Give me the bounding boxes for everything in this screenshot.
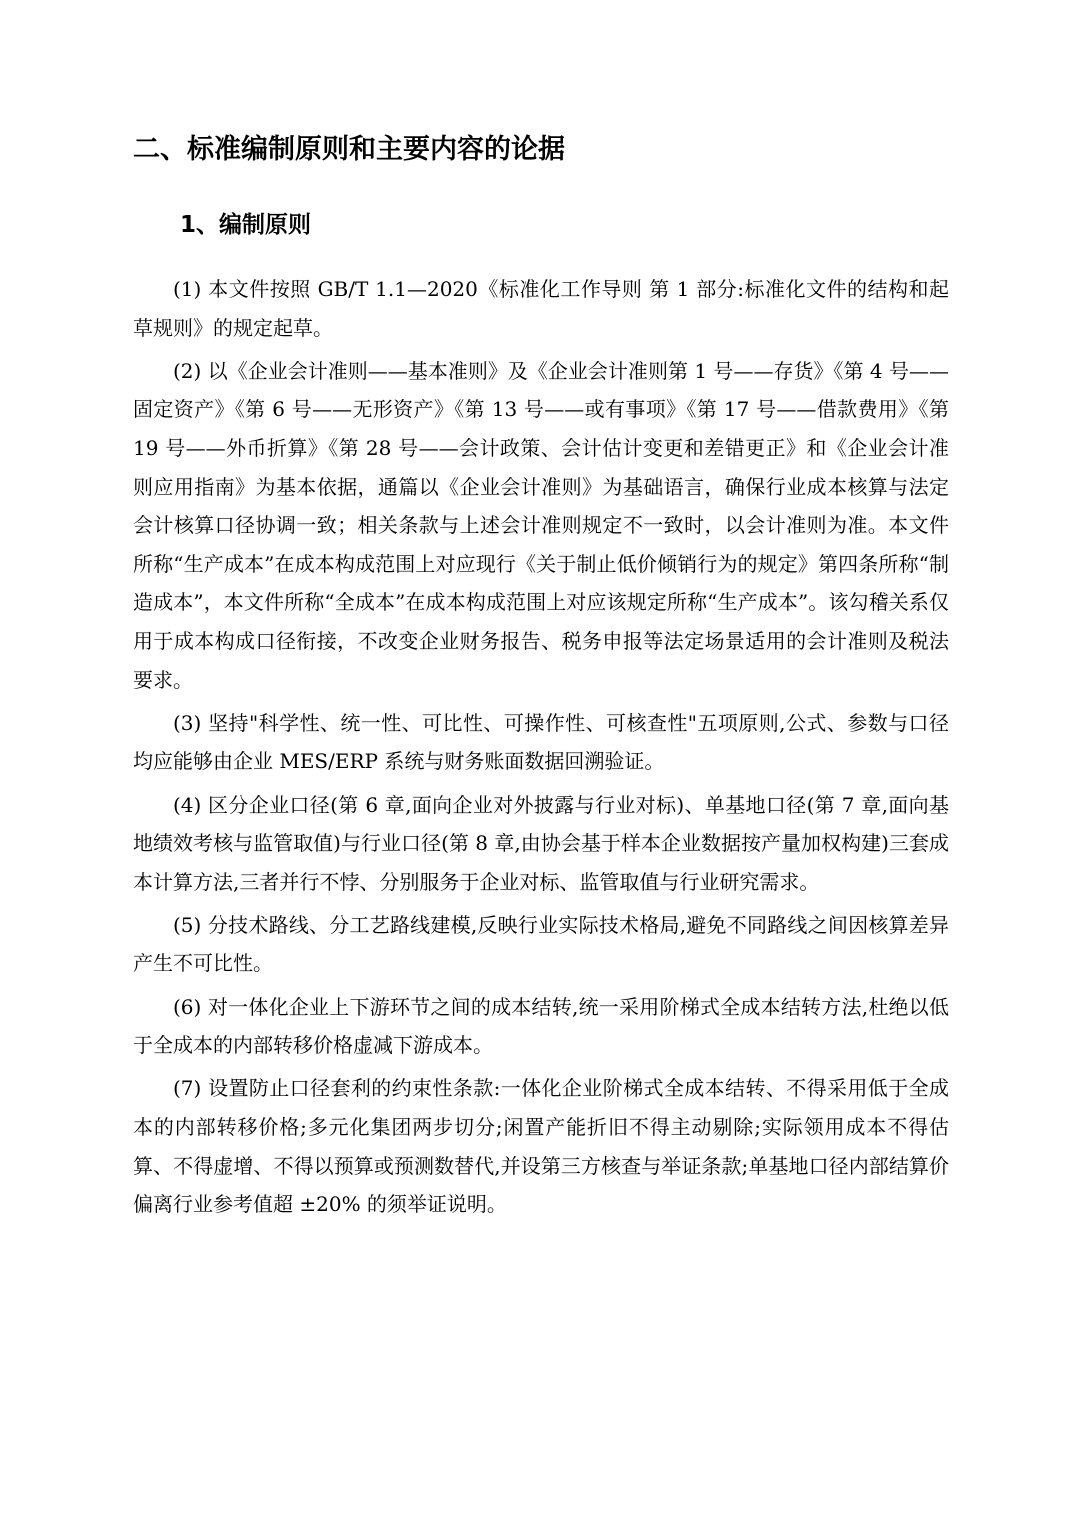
clause-5: (5) 分技术路线、分工艺路线建模,反映行业实际技术格局,避免不同路线之间因核算差异产生不可比性。 [133, 912, 949, 976]
clause-2: (2) 以《企业会计准则——基本准则》及《企业会计准则第 1 号——存货》《第 4 号——固定资产》《第 6 号——无形资产》《第 13 号——或有事项》《第 17 号——借款费用》《第 19 号——外币折算》《第 28 号——会计政策、会计估计变更和差错更正》和《企业会计准则应用指南》为基本依据，通篇以《企业会计准则》为基础语言，确保行业成本核算与法定会计核算口径协调一致；相关条款与上述会计准则规定不一致时，以会计准则为准。本文件所称“生产成本”在成本构成范围上对应现行《关于制止低价倾销行为的规定》第四条所称“制造成本”，本文件所称“全成本”在成本构成范围上对应该规定所称“生产成本”。该勾稽关系仅用于成本构成口径衔接，不改变企业财务报告、税务申报等法定场景适用的会计准则及税法要求。 [133, 358, 949, 692]
clause-3: (3) 坚持"科学性、统一性、可比性、可操作性、可核查性"五项原则,公式、参数与口径均应能够由企业 MES/ERP 系统与财务账面数据回溯验证。 [133, 710, 949, 774]
clause-6: (6) 对一体化企业上下游环节之间的成本结转,统一采用阶梯式全成本结转方法,杜绝以低于全成本的内部转移价格虚减下游成本。 [133, 994, 949, 1058]
section-title: 二、标准编制原则和主要内容的论据 [133, 134, 565, 165]
clause-7: (7) 设置防止口径套利的约束性条款:一体化企业阶梯式全成本结转、不得采用低于全成本的内部转移价格;多元化集团两步切分;闲置产能折旧不得主动剔除;实际领用成本不得估算、不得虚增、不得以预算或预测数替代,并设第三方核查与举证条款;单基地口径内部结算价偏离行业参考值超 ±20% 的须举证说明。 [133, 1076, 949, 1217]
clause-list [133, 270, 949, 1228]
clause-4: (4) 区分企业口径(第 6 章,面向企业对外披露与行业对标)、单基地口径(第 7 章,面向基地绩效考核与监管取值)与行业口径(第 8 章,由协会基于样本企业数据按产量加权构建)三套成本计算方法,三者并行不悖、分别服务于企业对标、监管取值与行业研究需求。 [133, 792, 949, 894]
clause-1: (1) 本文件按照 GB/T 1.1—2020《标准化工作导则 第 1 部分:标准化文件的结构和起草规则》的规定起草。 [133, 277, 949, 340]
subsection-title: 1、编制原则 [180, 212, 312, 238]
